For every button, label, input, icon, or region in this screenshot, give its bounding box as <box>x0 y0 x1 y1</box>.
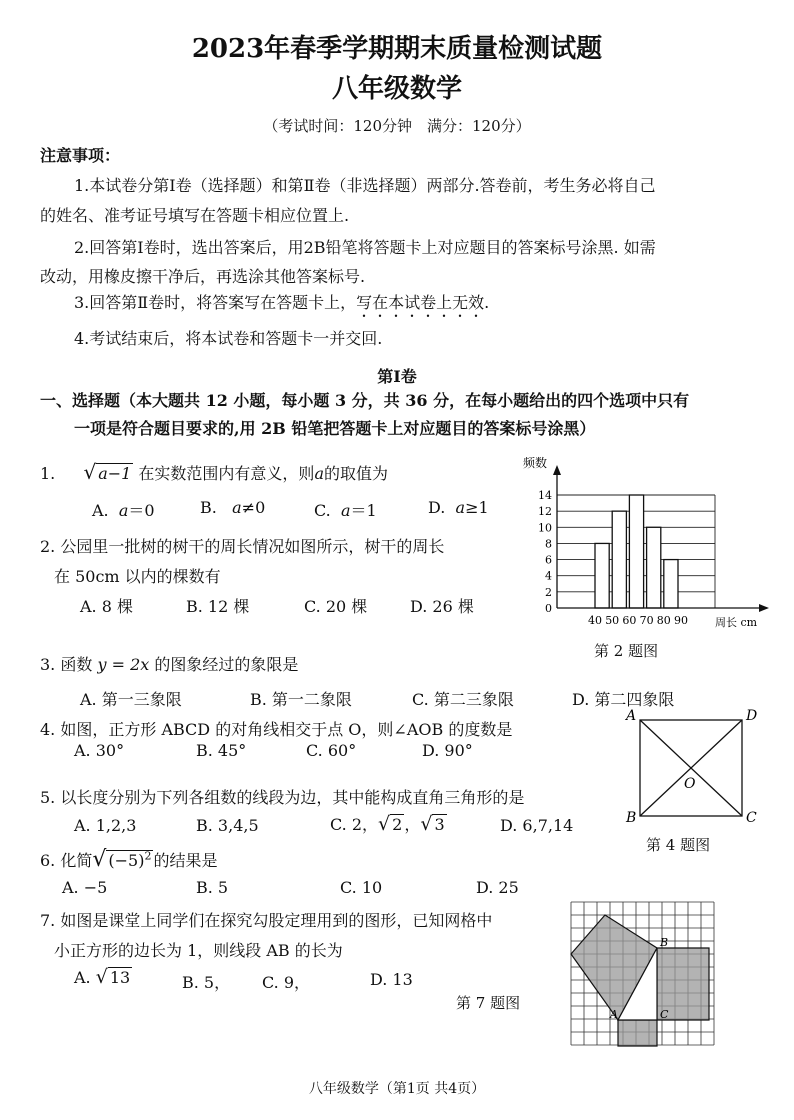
vertex-label-c: C <box>746 810 757 826</box>
notice-item-3-pre: 3.回答第Ⅱ卷时，将答案写在答题卡上， <box>74 293 357 312</box>
sqrt-symbol: √ <box>83 460 97 484</box>
question-3 <box>40 652 298 675</box>
figure-2-caption: 第 2 题图 <box>594 642 659 660</box>
option-label: C. 2， <box>330 815 379 834</box>
notice-item-1a: 1.本试卷分第Ⅰ卷（选择题）和第Ⅱ卷（非选择题）两部分.答卷前，考生务必将自己 <box>74 176 656 195</box>
sqrt-symbol: √ <box>420 813 433 835</box>
option-label: A. <box>74 968 91 987</box>
q3-option-c: C. 第二三象限 <box>412 690 514 709</box>
sqrt-symbol: √ <box>92 847 107 872</box>
question-1-number: 1. <box>40 464 56 483</box>
notice-item-3-post: . <box>484 293 490 312</box>
q7-option-d: D. 13 <box>370 970 413 989</box>
q7-option-c: C. 9， <box>262 973 311 992</box>
x-tick-label: 40 <box>588 614 602 627</box>
q1-option-d <box>428 498 489 517</box>
option-label: D. <box>428 498 446 517</box>
exam-title: 2023年春季学期期末质量检测试题 <box>191 34 603 64</box>
histogram-bar <box>664 560 678 608</box>
notice-item-1b: 的姓名、准考证号填写在答题卡相应位置上. <box>40 206 350 225</box>
x-axis-arrow <box>759 604 769 612</box>
x-tick-label: 90 <box>674 614 688 627</box>
option-label: A. <box>92 501 109 520</box>
x-tick-label: 80 <box>656 614 671 627</box>
x-tick-label: 60 <box>622 614 637 627</box>
q1-option-c <box>314 498 377 521</box>
question-7-line-2: 小正方形的边长为 1，则线段 AB 的长为 <box>54 941 343 960</box>
question-2-line-2: 在 50cm 以内的棵数有 <box>54 567 221 586</box>
y-tick-label: 14 <box>538 489 552 502</box>
question-6-post: 的结果是 <box>153 851 218 870</box>
q2-option-a: A. 8 棵 <box>80 597 133 616</box>
notice-item-2a: 2.回答第Ⅰ卷时，选出答案后，用2B铅笔将答题卡上对应题目的答案标号涂黑. 如需 <box>74 238 656 257</box>
histogram-bar <box>647 527 661 608</box>
question-3-post: 的图象经过的象限是 <box>154 655 299 674</box>
section-heading-a: 一、选择题（本大题共 12 小题，每小题 3 分，共 36 分，在每小题给出的四个选项中只有 <box>40 391 690 410</box>
option-value: ＝1 <box>350 501 377 520</box>
q4-option-b: B. 45° <box>196 741 247 760</box>
histogram-chart <box>505 455 775 635</box>
question-1-var: a <box>314 464 324 483</box>
question-4: 4. 如图，正方形 ABCD 的对角线相交于点 O，则∠AOB 的度数是 <box>40 720 513 739</box>
q6-option-b: B. 5 <box>196 878 229 897</box>
question-1-radicand: a−1 <box>98 464 132 483</box>
q5-option-b: B. 3,4,5 <box>196 816 259 835</box>
notice-item-3 <box>74 290 489 321</box>
question-1-text: 在实数范围内有意义，则 <box>138 464 315 483</box>
center-label-o: O <box>684 776 696 792</box>
histogram-bar <box>612 511 626 608</box>
radicand: 13 <box>109 968 131 987</box>
section-heading-b: 一项是符合题目要求的,用 2B 铅笔把答题卡上对应题目的答案标号涂黑） <box>74 419 596 438</box>
notice-heading: 注意事项： <box>40 146 121 165</box>
q5-option-c <box>330 812 447 835</box>
question-1 <box>40 460 388 484</box>
q1-option-a <box>92 498 155 521</box>
y-tick-label: 0 <box>545 602 552 615</box>
question-6-radicand <box>106 850 153 870</box>
q1-option-b <box>200 498 265 517</box>
q5-option-a: A. 1,2,3 <box>74 816 137 835</box>
x-tick-label: 70 <box>639 614 654 627</box>
option-value: ≥1 <box>465 498 489 517</box>
notice-item-2b: 改动，用橡皮擦干净后，再选涂其他答案标号. <box>40 267 366 286</box>
option-var: a <box>232 498 242 517</box>
question-7-line-1: 7. 如图是课堂上同学们在探究勾股定理用到的图形，已知网格中 <box>40 911 493 930</box>
option-label: C. <box>314 501 331 520</box>
sqrt-symbol: √ <box>378 813 391 835</box>
option-var: a <box>118 501 129 520</box>
radicand: 2 <box>392 815 403 834</box>
y-axis-label: 频数 <box>523 456 548 470</box>
square-on-ac <box>618 1020 657 1046</box>
q6-option-c: C. 10 <box>340 878 383 897</box>
vertex-label-a: A <box>626 708 637 724</box>
q6-option-d: D. 25 <box>476 878 519 897</box>
q4-option-d: D. 90° <box>422 741 473 760</box>
option-value: ≠0 <box>241 498 266 517</box>
grid-label-b: B <box>660 936 669 949</box>
question-1-tail: 的取值为 <box>323 464 388 483</box>
q7-option-b: B. 5， <box>182 973 231 992</box>
question-2-line-1: 2. 公园里一批树的树干的周长情况如图所示，树干的周长 <box>40 537 445 556</box>
page-footer: 八年级数学（第1页 共4页） <box>308 1081 486 1097</box>
q2-option-b: B. 12 棵 <box>186 597 250 616</box>
y-tick-label: 8 <box>545 537 552 551</box>
radicand: 3 <box>434 815 445 834</box>
histogram-bar <box>629 495 643 608</box>
option-var: a <box>340 501 351 520</box>
radicand-exponent: 2 <box>144 849 152 863</box>
x-axis-label: 周长 cm <box>715 616 758 629</box>
y-tick-label: 12 <box>538 505 552 519</box>
question-5: 5. 以长度分别为下列各组数的线段为边，其中能构成直角三角形的是 <box>40 788 525 807</box>
exam-subject: 八年级数学 <box>331 74 462 104</box>
square-diagram <box>622 706 762 826</box>
question-6-pre: 6. 化简 <box>40 851 93 870</box>
q5-option-d: D. 6,7,14 <box>500 816 574 835</box>
q4-option-c: C. 60° <box>306 741 357 760</box>
notice-item-4: 4.考试结束后，将本试卷和答题卡一并交回. <box>74 329 383 348</box>
q2-option-c: C. 20 棵 <box>304 597 368 616</box>
y-tick-label: 6 <box>545 553 552 567</box>
vertex-label-d: D <box>746 708 758 724</box>
q4-option-a: A. 30° <box>74 741 125 760</box>
grid-label-c: C <box>660 1008 669 1021</box>
vertex-label-b: B <box>626 810 637 826</box>
y-tick-label: 4 <box>545 569 552 583</box>
option-label: B. <box>200 498 217 517</box>
radicand-base: (−5) <box>108 851 145 870</box>
q6-option-a: A. −5 <box>62 878 108 897</box>
q7-option-a <box>74 966 132 988</box>
separator: ， <box>404 815 421 834</box>
volume-title: 第Ⅰ卷 <box>377 367 417 386</box>
figure-7-caption: 第 7 题图 <box>456 994 521 1012</box>
notice-item-3-emphasis: 写在本试卷上无效 <box>356 293 485 312</box>
sqrt-symbol: √ <box>95 966 108 988</box>
pythagoras-grid-diagram <box>566 896 726 1054</box>
y-axis-arrow <box>553 465 561 475</box>
figure-4-caption: 第 4 题图 <box>646 836 711 854</box>
q3-option-a: A. 第一三象限 <box>80 690 182 709</box>
exam-info: （考试时间：120分钟 满分：120分） <box>263 117 531 135</box>
q2-option-d: D. 26 棵 <box>410 597 474 616</box>
option-var: a <box>455 498 466 517</box>
question-3-equation: y = 2x <box>97 655 150 674</box>
grid-label-a: A <box>610 1008 618 1021</box>
question-6 <box>40 847 217 872</box>
q3-option-b: B. 第一二象限 <box>250 690 352 709</box>
q3-option-d: D. 第二四象限 <box>572 690 675 709</box>
histogram-bar <box>595 543 609 608</box>
option-value: ＝0 <box>128 501 155 520</box>
x-tick-label: 50 <box>605 614 620 627</box>
question-3-pre: 3. 函数 <box>40 655 93 674</box>
y-tick-label: 2 <box>545 585 552 599</box>
y-tick-label: 10 <box>538 521 552 535</box>
